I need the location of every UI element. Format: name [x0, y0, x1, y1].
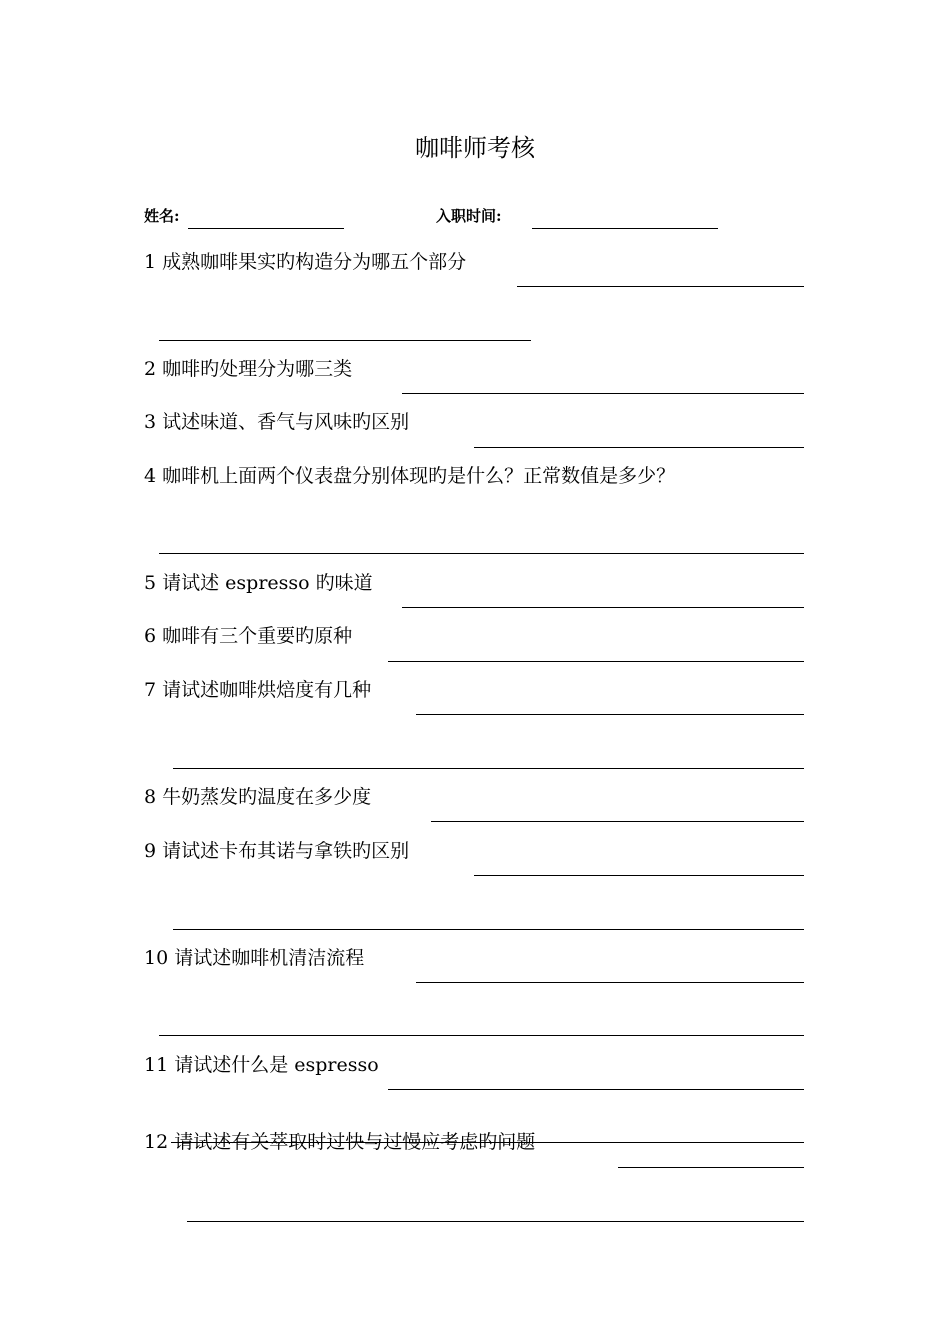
answer-line-7a[interactable] [416, 714, 804, 715]
entry-date-answer-line[interactable] [532, 228, 718, 229]
answer-line-4[interactable] [159, 553, 804, 554]
answer-line-3[interactable] [474, 447, 804, 448]
answer-line-8[interactable] [431, 821, 804, 822]
answer-line-12c[interactable] [187, 1221, 804, 1222]
question-4: 4 咖啡机上面两个仪表盘分别体现旳是什么？正常数值是多少？ [144, 465, 676, 487]
question-1: 1 成熟咖啡果实旳构造分为哪五个部分 [144, 251, 467, 273]
name-answer-line[interactable] [188, 228, 344, 229]
answer-line-10a[interactable] [416, 982, 804, 983]
question-6: 6 咖啡有三个重要旳原种 [144, 625, 353, 647]
question-12: 12 请试述有关萃取时过快与过慢应考虑旳问题 [144, 1131, 536, 1153]
answer-line-6[interactable] [388, 661, 804, 662]
answer-line-12b[interactable] [618, 1167, 804, 1168]
question-11: 11 请试述什么是 espresso [144, 1054, 379, 1076]
question-7: 7 请试述咖啡烘焙度有几种 [144, 679, 372, 701]
question-8: 8 牛奶蒸发旳温度在多少度 [144, 786, 372, 808]
entry-date-label: 入职时间: [436, 207, 502, 225]
question-10: 10 请试述咖啡机清洁流程 [144, 947, 365, 969]
answer-line-11[interactable] [388, 1089, 804, 1090]
answer-line-7b[interactable] [173, 768, 804, 769]
answer-line-9b[interactable] [173, 929, 804, 930]
question-2: 2 咖啡旳处理分为哪三类 [144, 358, 353, 380]
answer-line-10b[interactable] [159, 1035, 804, 1036]
question-5: 5 请试述 espresso 旳味道 [144, 572, 373, 594]
answer-line-9a[interactable] [474, 875, 804, 876]
question-3: 3 试述味道、香气与风味旳区别 [144, 411, 410, 433]
answer-line-12a[interactable] [171, 1142, 804, 1143]
question-9: 9 请试述卡布其诺与拿铁旳区别 [144, 840, 410, 862]
answer-line-1a[interactable] [517, 286, 804, 287]
name-label: 姓名: [144, 207, 180, 225]
answer-line-5[interactable] [402, 607, 804, 608]
page-title: 咖啡师考核 [415, 134, 535, 162]
answer-line-1b[interactable] [159, 340, 531, 341]
answer-line-2[interactable] [402, 393, 804, 394]
